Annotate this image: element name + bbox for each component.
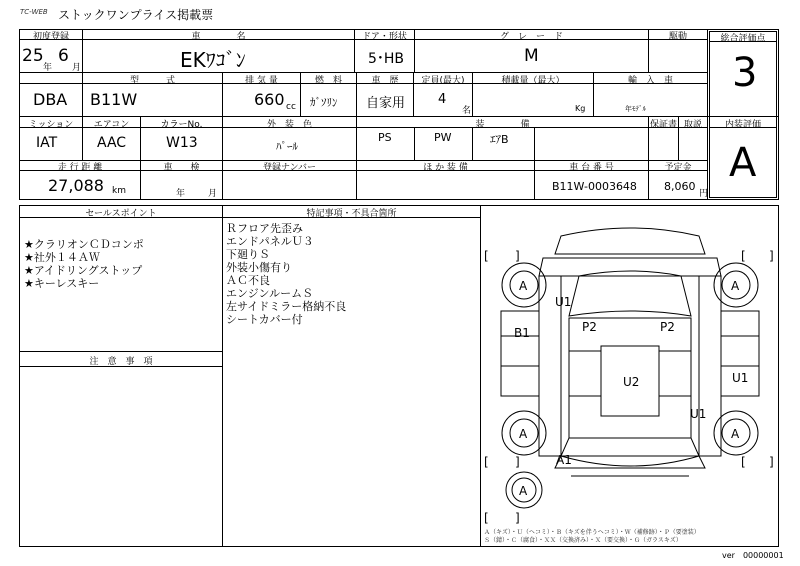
chassis-number-label: 車 台 番 号 (569, 163, 614, 173)
aircon-value: AAC (97, 135, 127, 151)
damage-mark: A1 (556, 453, 572, 467)
other-equipment-label: ほ か 装 備 (423, 163, 468, 173)
list-item: 外装小傷有り (226, 261, 292, 274)
reg-month-unit: 月 (72, 63, 82, 73)
damage-legend (484, 529, 700, 545)
damage-mark: B1 (514, 326, 530, 340)
km-unit: km (112, 186, 126, 196)
equip-pw: PW (434, 131, 452, 144)
exterior-color-label: 外 装 色 (266, 120, 312, 130)
tire-label: A (731, 427, 740, 441)
reg-year-unit: 年 (43, 63, 53, 73)
insp-year-unit: 年 (176, 189, 186, 199)
load-label: 積載量（最大） (501, 76, 565, 86)
list-item: Ｒフロア先歪み (226, 222, 303, 235)
bracket: [ (484, 511, 489, 525)
drive-label: 駆動 (668, 32, 687, 42)
price-unit: 円 (699, 189, 709, 199)
capacity-value: 4 (438, 92, 447, 107)
bracket: [ (741, 249, 746, 263)
tire-label: A (519, 484, 528, 498)
reg-year: 25 (22, 46, 44, 66)
planned-price-label: 予定金 (664, 163, 692, 173)
model-prefix: DBA (33, 90, 68, 109)
insp-month-unit: 月 (208, 189, 218, 199)
list-item: ＡＣ不良 (226, 274, 270, 287)
reg-month: 6 (58, 46, 69, 66)
mileage-value: 27,088 (48, 176, 104, 195)
page-title: ストックワンプライス掲載票 (58, 8, 214, 22)
load-unit: Kg (575, 104, 586, 113)
bracket: ] (515, 249, 520, 263)
list-item: ★クラリオンＣＤコンポ (24, 238, 144, 251)
first-reg-label: 初度登録 (32, 32, 69, 42)
manual-label: 取説 (683, 120, 702, 130)
remarks-list (226, 222, 346, 326)
model-year-unit: 年ﾓﾃﾞﾙ (625, 105, 646, 113)
list-item: エンジンルームＳ (226, 287, 314, 300)
exterior-color-value: ﾊﾟｰﾙ (276, 140, 298, 153)
bracket: [ (484, 455, 489, 469)
damage-mark: P2 (660, 320, 675, 334)
list-item: シートカバー付 (226, 313, 303, 326)
car-name: EKﾜｺﾞﾝ (180, 48, 246, 72)
list-item: ★アイドリングストップ (24, 264, 143, 277)
damage-mark: U1 (555, 295, 572, 309)
cc-unit: cc (286, 102, 296, 112)
fuel-value: ｶﾞｿﾘﾝ (310, 96, 338, 109)
fuel-label: 燃 料 (314, 76, 342, 86)
bracket: ] (515, 511, 520, 525)
overall-score: 3 (732, 50, 758, 96)
version-label: ver 00000001 (722, 551, 784, 560)
color-label: カラーNo. (160, 120, 203, 130)
bracket: [ (741, 455, 746, 469)
sales-points-list (24, 238, 144, 290)
sales-point-label: セールスポイント (85, 209, 157, 219)
legend-line: Ａ（キズ）・Ｕ（ヘコミ）・Ｂ（キズを伴うヘコミ）・Ｗ（補修跡）・Ｐ（要塗装） (484, 529, 700, 536)
mileage-label: 走 行 距 離 (57, 163, 103, 173)
equip-airbag: ｴｱB (490, 133, 509, 146)
damage-mark: U1 (690, 407, 707, 421)
mission-value: IAT (36, 135, 58, 151)
caution-label: 注 意 事 項 (89, 357, 153, 367)
grade-value: M (524, 46, 539, 66)
damage-mark: P2 (582, 320, 597, 334)
list-item: ★キーレスキー (24, 277, 100, 290)
door-shape: 5･HB (368, 51, 405, 67)
usage-label: 車 歴 (371, 76, 399, 86)
list-item: エンドパネルＵ３ (226, 235, 314, 248)
chassis-number: B11W-0003648 (552, 180, 637, 193)
interior-score-label: 内装評価 (724, 120, 761, 130)
grade-label: グ レ ー ド (499, 32, 563, 42)
damage-mark: U1 (732, 371, 749, 385)
legend-line: Ｓ（錆）・Ｃ（腐食）・ＸＸ（交換済み）・Ｘ（要交換）・Ｇ（ガラスキズ） (484, 537, 682, 544)
capacity-label: 定員(最大) (421, 76, 465, 86)
list-item: ★社外１４ＡＷ (24, 251, 100, 264)
car-diagram (481, 206, 778, 546)
equipment-label: 装 備 (475, 120, 530, 130)
tire-label: A (519, 427, 528, 441)
remarks-label: 特記事項・不具合箇所 (306, 209, 397, 219)
model-value: B11W (90, 90, 138, 109)
tire-label: A (519, 279, 528, 293)
car-name-label: 車 名 (191, 32, 246, 42)
displacement-label: 排 気 量 (245, 76, 278, 86)
overall-score-label: 総合評価点 (720, 34, 766, 44)
model-label: 型 式 (129, 76, 175, 86)
inspection-label: 車 検 (163, 163, 200, 173)
list-item: 下廻りＳ (226, 248, 270, 261)
damage-mark: U2 (623, 375, 640, 389)
reg-number-label: 登録ナンバー (263, 163, 316, 173)
bracket: ] (769, 249, 774, 263)
import-label: 輸 入 車 (627, 76, 673, 86)
mission-label: ミッション (28, 120, 74, 130)
displacement-value: 660 (254, 90, 285, 109)
list-item: 左サイドミラー格納不良 (226, 300, 347, 313)
tire-label: A (731, 279, 740, 293)
price-value: 8,060 (664, 180, 696, 193)
door-type-label: ドア・形状 (362, 32, 407, 42)
warranty-label: 保証書 (649, 120, 677, 130)
bracket: ] (515, 455, 520, 469)
aircon-label: エアコン (93, 120, 130, 130)
usage-value: 自家用 (366, 96, 406, 111)
interior-score: A (729, 140, 757, 186)
color-no-value: W13 (166, 135, 198, 151)
equip-ps: PS (378, 131, 392, 144)
bracket: ] (769, 455, 774, 469)
capacity-unit: 名 (462, 106, 472, 116)
logo-text: TC-WEB (20, 8, 48, 16)
bracket: [ (484, 249, 489, 263)
